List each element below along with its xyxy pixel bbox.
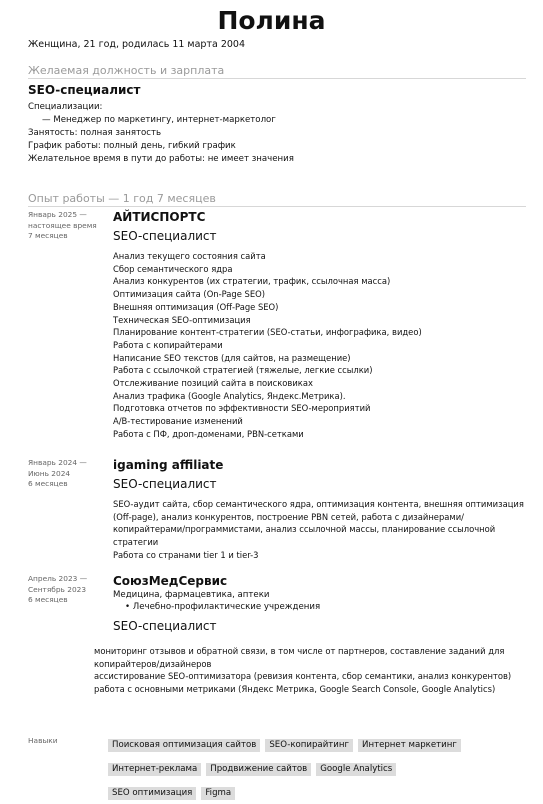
company-name: igaming affiliate — [113, 458, 224, 472]
duty-item: Анализ трафика (Google Analytics, Яндекс.Метрика). — [113, 390, 346, 401]
desired-position-title: SEO-специалист — [28, 83, 141, 97]
duty-item: Анализ текущего состояния сайта — [113, 251, 266, 261]
job-start: Январь 2025 — — [28, 210, 87, 219]
duty-item: Техническая SEO-оптимизация — [113, 314, 251, 325]
skills-list — [108, 732, 518, 804]
job-dates — [28, 210, 108, 242]
company-name: АЙТИСПОРТС — [113, 210, 206, 224]
company-name: СоюзМедСервис — [113, 574, 228, 588]
job-description — [113, 498, 528, 562]
company-industry: Медицина, фармацевтика, аптеки — [113, 590, 270, 600]
job-duration: 7 месяцев — [28, 231, 68, 240]
duty-item: Работа со странами tier 1 и tier-3 — [113, 549, 259, 560]
job-dates — [28, 574, 108, 606]
job-role: SEO-специалист — [113, 619, 217, 633]
skill-tag: Figma — [201, 787, 235, 800]
skill-tag: Google Analytics — [316, 763, 396, 776]
commute-time: Желательное время в пути до работы: не имеет значения — [28, 154, 294, 164]
skill-tag: Продвижение сайтов — [206, 763, 311, 776]
duty-item: работа с основными метриками (Яндекс Метрика, Google Search Console, Google Analytics) — [94, 684, 496, 695]
duty-item: Написание SEO текстов (для сайтов, на размещение) — [113, 352, 351, 363]
employment-type: Занятость: полная занятость — [28, 128, 162, 138]
duty-item: Работа с копирайтерами — [113, 339, 223, 350]
position-details — [28, 101, 294, 166]
candidate-name: Полина — [217, 6, 326, 35]
skills-label: Навыки — [28, 736, 58, 745]
duty-item: Работа с ссылочкой стратегией (тяжелые, легкие ссылки) — [113, 365, 373, 376]
job-description — [113, 250, 528, 441]
job-start: Апрель 2023 — — [28, 574, 88, 583]
section-experience: Опыт работы — 1 год 7 месяцев — [28, 192, 526, 207]
job-end: Сентябрь 2023 — [28, 584, 87, 594]
specialization-item: — Менеджер по маркетингу, интернет-маркетолог — [42, 115, 276, 125]
job-dates — [28, 458, 108, 490]
industry-subitem: • Лечебно-профилактические учреждения — [125, 602, 321, 612]
job-role: SEO-специалист — [113, 229, 217, 243]
duty-item: Анализ конкурентов (их стратегии, трафик, ссылочная масса) — [113, 276, 391, 287]
duty-item: Сбор семантического ядра — [113, 263, 233, 274]
section-desired-position: Желаемая должность и зарплата — [28, 64, 526, 79]
job-end: Июнь 2024 — [28, 468, 71, 478]
duty-item: SEO-аудит сайта, сбор семантического ядра, оптимизация контента, внешняя оптимизация (Off-page), анализ конкурентов, построение PBN сетей, работа с дизайнерами/копирайтерами/программистами, анализ ссылочной массы, планирование ссылочной стратегии — [113, 499, 524, 548]
duty-item: ассистирование SEO-оптимизатора (ревизия контента, сбор семантики, анализ конкурентов) — [94, 671, 512, 682]
personal-info: Женщина, 21 год, родилась 11 марта 2004 — [28, 39, 246, 50]
specializations-label: Специализации: — [28, 102, 103, 112]
duty-item: Отслеживание позиций сайта в поисковиках — [113, 378, 313, 389]
job-role: SEO-специалист — [113, 477, 217, 491]
job-end: настоящее время — [28, 220, 97, 230]
duty-item: Планирование контент-стратегии (SEO-статьи, инфографика, видео) — [113, 327, 422, 338]
duty-item: Работа с ПФ, дроп-доменами, PBN-сетками — [113, 428, 304, 439]
skill-tag: SEO-копирайтинг — [265, 739, 353, 752]
duty-item: Оптимизация сайта (On-Page SEO) — [113, 289, 266, 300]
duty-item: мониторинг отзывов и обратной связи, в том числе от партнеров, составление заданий для копирайтеров/дизайнеров — [94, 646, 505, 669]
work-schedule: График работы: полный день, гибкий график — [28, 141, 236, 151]
duty-item: A/B-тестирование изменений — [113, 416, 243, 427]
skill-tag: Поисковая оптимизация сайтов — [108, 739, 260, 752]
skill-tag: Интернет маркетинг — [358, 739, 461, 752]
job-description — [94, 645, 524, 696]
skill-tag: Интернет-реклама — [108, 763, 201, 776]
job-duration: 6 месяцев — [28, 479, 68, 488]
duty-item: Внешняя оптимизация (Off-Page SEO) — [113, 301, 279, 312]
skill-tag: SEO оптимизация — [108, 787, 196, 800]
duty-item: Подготовка отчетов по эффективности SEO-мероприятий — [113, 403, 371, 414]
job-start: Январь 2024 — — [28, 458, 87, 467]
job-duration: 6 месяцев — [28, 595, 68, 604]
